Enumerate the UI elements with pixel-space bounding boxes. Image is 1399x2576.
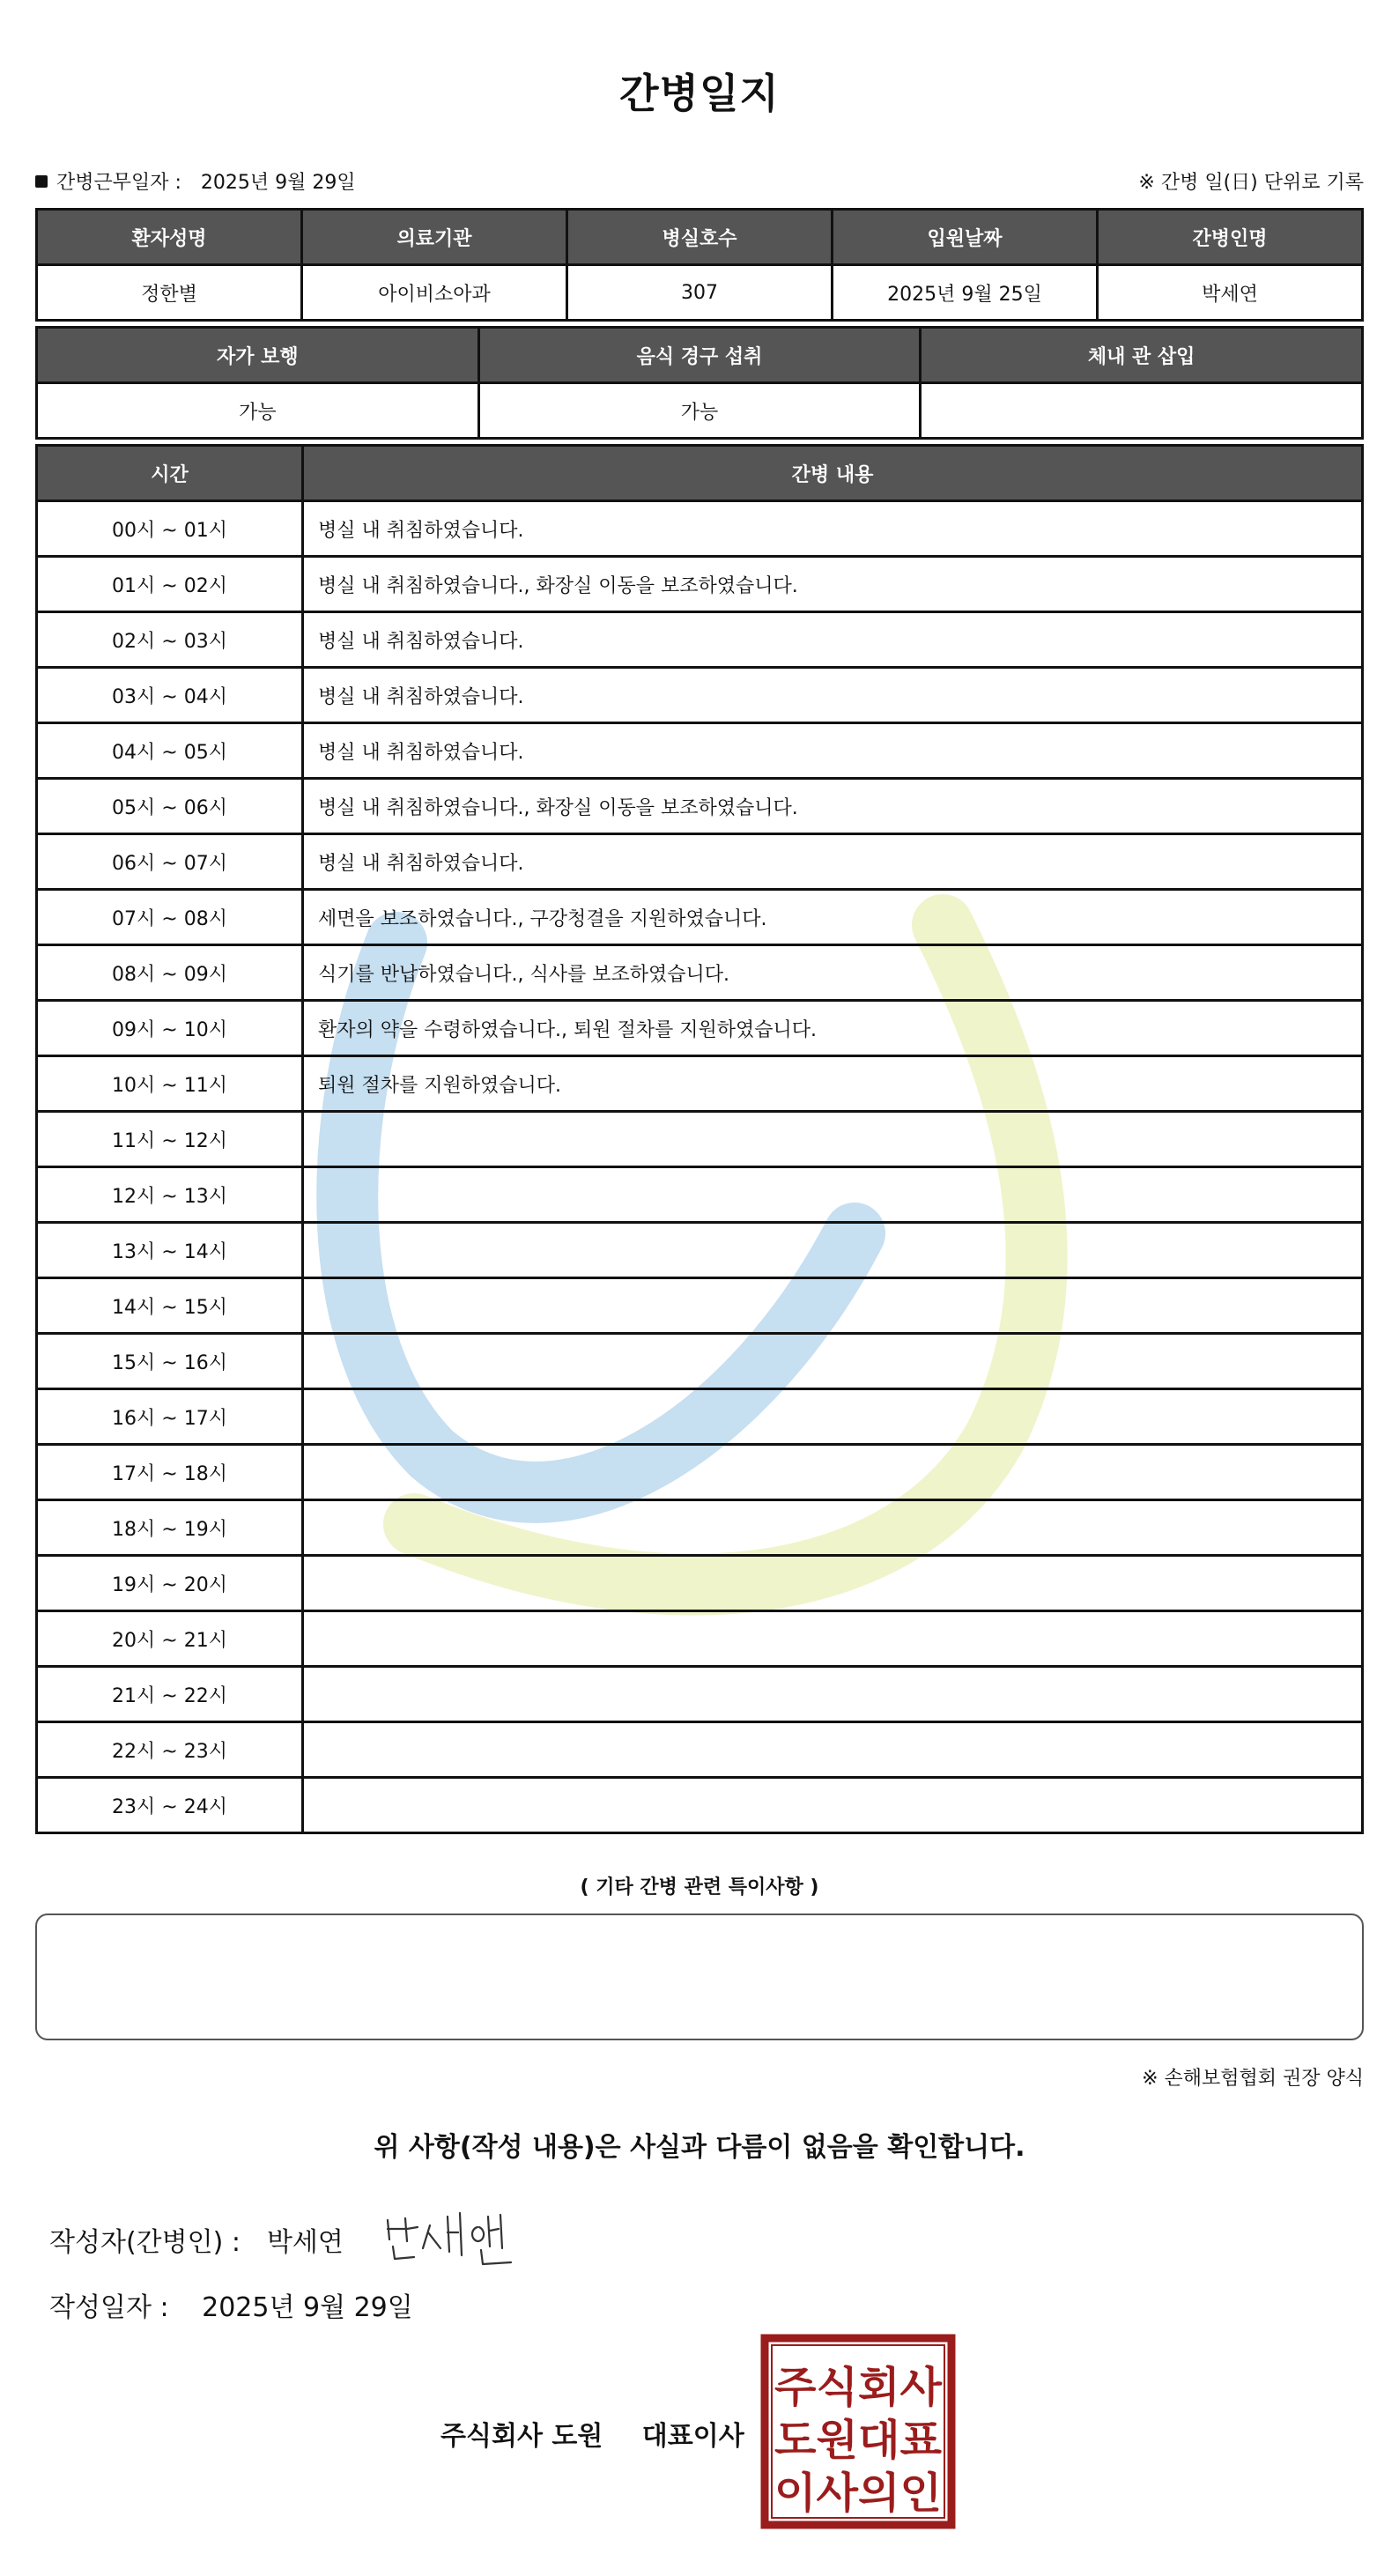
time-slot: 08시 ~ 09시	[37, 945, 303, 1001]
header-care-content: 간병 내용	[303, 446, 1363, 501]
work-date-label: 간병근무일자 :	[56, 172, 181, 194]
care-content	[303, 1389, 1363, 1445]
care-content: 병실 내 취침하였습니다.	[303, 612, 1363, 668]
work-date	[35, 167, 356, 195]
bullet-square-icon	[35, 175, 48, 188]
written-date-row	[49, 2285, 413, 2324]
svg-text:주식회사: 주식회사	[774, 2363, 943, 2412]
table-row	[37, 501, 1363, 557]
page-title: 간병일지	[619, 70, 780, 117]
time-slot: 21시 ~ 22시	[37, 1667, 303, 1722]
table-row	[37, 1778, 1363, 1833]
hospital-name: 아이비소아과	[302, 265, 567, 321]
table-row	[37, 1334, 1363, 1389]
table-row	[37, 1001, 1363, 1056]
patient-name: 정한별	[37, 265, 302, 321]
time-slot: 19시 ~ 20시	[37, 1556, 303, 1611]
care-content: 식기를 반납하였습니다., 식사를 보조하였습니다.	[303, 945, 1363, 1001]
form-note: ※ 손해보험협회 권장 양식	[1142, 2068, 1364, 2090]
notes-box	[35, 1913, 1364, 2040]
svg-text:이사의인: 이사의인	[774, 2469, 942, 2518]
care-content	[303, 1611, 1363, 1667]
time-slot: 13시 ~ 14시	[37, 1223, 303, 1278]
care-content: 병실 내 취침하였습니다.	[303, 723, 1363, 779]
unit-note: ※ 간병 일(日) 단위로 기록	[1138, 172, 1364, 194]
table-row	[37, 1056, 1363, 1112]
header-tube-insertion: 체내 관 삽입	[921, 328, 1363, 383]
care-log-table	[35, 444, 1364, 1834]
care-content	[303, 1278, 1363, 1334]
time-slot: 00시 ~ 01시	[37, 501, 303, 557]
table-header-row	[37, 210, 1363, 265]
care-content: 병실 내 취침하였습니다.	[303, 834, 1363, 890]
header-hospital: 의료기관	[302, 210, 567, 265]
writer-label: 작성자(간병인) :	[49, 2227, 241, 2258]
time-slot: 18시 ~ 19시	[37, 1500, 303, 1556]
table-row	[37, 945, 1363, 1001]
care-content: 병실 내 취침하였습니다.	[303, 501, 1363, 557]
company-signature	[440, 2414, 744, 2453]
table-row	[37, 1445, 1363, 1500]
company-seal-stamp	[759, 2333, 957, 2530]
table-row	[37, 1667, 1363, 1722]
care-content: 퇴원 절차를 지원하였습니다.	[303, 1056, 1363, 1112]
notes-title: ( 기타 간병 관련 특이사항 )	[580, 1876, 819, 1899]
table-row	[37, 834, 1363, 890]
time-slot: 14시 ~ 15시	[37, 1278, 303, 1334]
self-walking-value: 가능	[37, 383, 479, 439]
writer-name: 박세연	[266, 2227, 344, 2258]
care-content	[303, 1556, 1363, 1611]
header-time: 시간	[37, 446, 303, 501]
header-patient-name: 환자성명	[37, 210, 302, 265]
table-row	[37, 1611, 1363, 1667]
time-slot: 22시 ~ 23시	[37, 1722, 303, 1778]
table-row	[37, 557, 1363, 612]
table-row	[37, 779, 1363, 834]
admission-date: 2025년 9월 25일	[833, 265, 1098, 321]
table-row	[37, 383, 1363, 439]
time-slot: 15시 ~ 16시	[37, 1334, 303, 1389]
written-date-value: 2025년 9월 29일	[202, 2292, 413, 2323]
table-row	[37, 668, 1363, 723]
time-slot: 07시 ~ 08시	[37, 890, 303, 945]
time-slot: 16시 ~ 17시	[37, 1389, 303, 1445]
time-slot: 04시 ~ 05시	[37, 723, 303, 779]
time-slot: 11시 ~ 12시	[37, 1112, 303, 1167]
writer-row	[49, 2220, 344, 2259]
table-row	[37, 723, 1363, 779]
table-row	[37, 1278, 1363, 1334]
confirmation-statement: 위 사항(작성 내용)은 사실과 다름이 없음을 확인합니다.	[374, 2132, 1025, 2163]
care-content: 병실 내 취침하였습니다., 화장실 이동을 보조하였습니다.	[303, 779, 1363, 834]
table-row	[37, 1167, 1363, 1223]
time-slot: 12시 ~ 13시	[37, 1167, 303, 1223]
header-caregiver: 간병인명	[1098, 210, 1363, 265]
care-content: 병실 내 취침하였습니다.	[303, 668, 1363, 723]
care-content	[303, 1112, 1363, 1167]
patient-status-table	[35, 326, 1364, 440]
written-date-label: 작성일자 :	[49, 2292, 169, 2323]
care-content	[303, 1334, 1363, 1389]
time-slot: 17시 ~ 18시	[37, 1445, 303, 1500]
table-header-row	[37, 328, 1363, 383]
care-content	[303, 1223, 1363, 1278]
care-content	[303, 1445, 1363, 1500]
time-slot: 10시 ~ 11시	[37, 1056, 303, 1112]
time-slot: 02시 ~ 03시	[37, 612, 303, 668]
time-slot: 09시 ~ 10시	[37, 1001, 303, 1056]
time-slot: 05시 ~ 06시	[37, 779, 303, 834]
table-row	[37, 1223, 1363, 1278]
room-number: 307	[567, 265, 833, 321]
care-content	[303, 1722, 1363, 1778]
table-header-row	[37, 446, 1363, 501]
time-slot: 01시 ~ 02시	[37, 557, 303, 612]
care-content: 병실 내 취침하였습니다., 화장실 이동을 보조하였습니다.	[303, 557, 1363, 612]
table-row	[37, 1556, 1363, 1611]
patient-info-table	[35, 208, 1364, 322]
care-content	[303, 1500, 1363, 1556]
time-slot: 06시 ~ 07시	[37, 834, 303, 890]
handwritten-signature	[379, 2194, 537, 2273]
oral-intake-value: 가능	[478, 383, 921, 439]
work-date-value: 2025년 9월 29일	[200, 172, 356, 194]
table-row	[37, 1389, 1363, 1445]
svg-text:도원대표: 도원대표	[774, 2416, 943, 2465]
header-room: 병실호수	[567, 210, 833, 265]
time-slot: 23시 ~ 24시	[37, 1778, 303, 1833]
care-content	[303, 1167, 1363, 1223]
care-content	[303, 1667, 1363, 1722]
table-row	[37, 1500, 1363, 1556]
header-oral-intake: 음식 경구 섭취	[478, 328, 921, 383]
table-row	[37, 1112, 1363, 1167]
care-content: 환자의 약을 수령하였습니다., 퇴원 절차를 지원하였습니다.	[303, 1001, 1363, 1056]
tube-insertion-value	[921, 383, 1363, 439]
table-row	[37, 1722, 1363, 1778]
table-row	[37, 612, 1363, 668]
caregiver-name: 박세연	[1098, 265, 1363, 321]
time-slot: 03시 ~ 04시	[37, 668, 303, 723]
company-name: 주식회사 도원	[440, 2421, 603, 2452]
table-row	[37, 265, 1363, 321]
header-self-walking: 자가 보행	[37, 328, 479, 383]
company-title: 대표이사	[641, 2421, 744, 2452]
header-admission-date: 입원날짜	[833, 210, 1098, 265]
care-content	[303, 1778, 1363, 1833]
care-content: 세면을 보조하였습니다., 구강청결을 지원하였습니다.	[303, 890, 1363, 945]
time-slot: 20시 ~ 21시	[37, 1611, 303, 1667]
table-row	[37, 890, 1363, 945]
